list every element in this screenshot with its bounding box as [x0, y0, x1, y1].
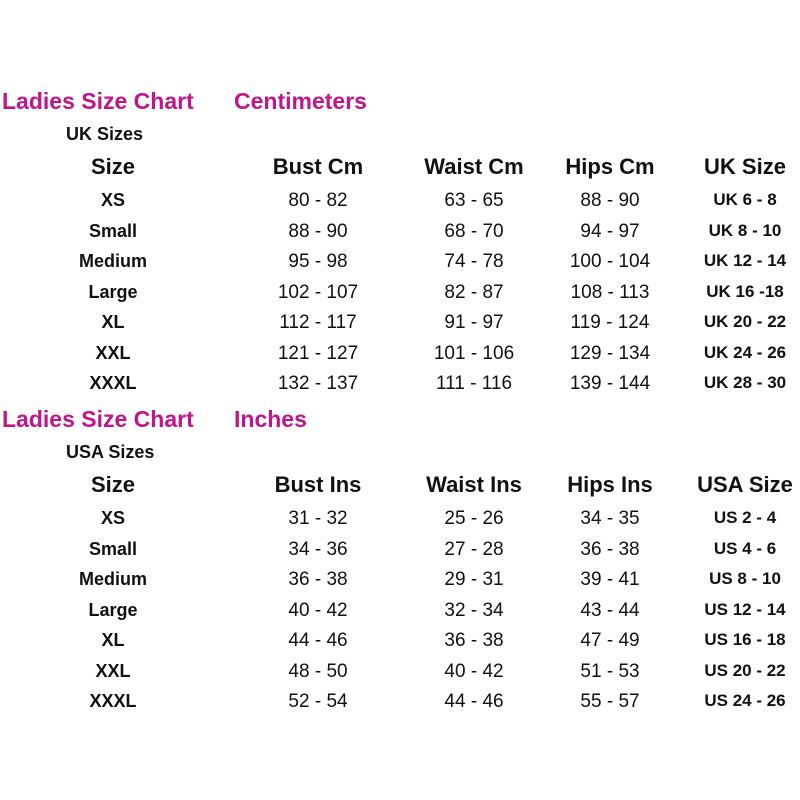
cell-standard-size-column: UK 12 - 14: [703, 251, 787, 270]
region-label: USA Sizes: [66, 442, 155, 462]
cell-hips-column: 108 - 113: [570, 281, 650, 303]
chart-title: Ladies Size Chart: [2, 406, 194, 432]
header-bust-column: Bust Cm: [272, 154, 364, 179]
cell-standard-size-column: US 2 - 4: [713, 508, 777, 527]
cell-waist-column: 40 - 42: [444, 660, 504, 682]
table-header-row: [0, 472, 800, 508]
cell-waist-column: 36 - 38: [444, 630, 504, 651]
cell-standard-size-column: US 24 - 26: [704, 691, 786, 710]
cell-size-column: Large: [88, 281, 138, 302]
cell-hips-column: 129 - 134: [569, 342, 651, 364]
header-hips-column: Hips Cm: [565, 154, 655, 179]
cell-bust-column: 44 - 46: [288, 630, 348, 651]
cell-hips-column: 51 - 53: [580, 660, 640, 682]
section-title-row: [0, 406, 800, 440]
cell-bust-column: 95 - 98: [288, 251, 348, 272]
cell-hips-column: 55 - 57: [580, 691, 640, 712]
cell-waist-column: 32 - 34: [444, 599, 504, 621]
table-row: [0, 282, 800, 313]
table-row: [0, 691, 800, 722]
cell-waist-column: 111 - 116: [435, 373, 513, 394]
cell-waist-column: 74 - 78: [444, 251, 504, 272]
header-bust-column: Bust Ins: [274, 472, 362, 497]
table-row: [0, 539, 800, 570]
size-chart-centimeters: [0, 88, 800, 394]
cell-size-column: XXXL: [89, 373, 137, 393]
cell-standard-size-column: UK 20 - 22: [703, 312, 787, 331]
cell-hips-column: 43 - 44: [580, 599, 640, 621]
unit-title: Centimeters: [234, 88, 367, 114]
table-row: [0, 190, 800, 221]
cell-size-column: XS: [100, 190, 126, 210]
cell-bust-column: 121 - 127: [277, 342, 359, 364]
cell-bust-column: 102 - 107: [277, 281, 359, 303]
cell-standard-size-column: US 20 - 22: [704, 660, 786, 680]
table-row: [0, 630, 800, 661]
header-standard-size-column: UK Size: [704, 154, 786, 179]
cell-size-column: Small: [88, 538, 138, 559]
region-label: UK Sizes: [66, 124, 144, 144]
cell-waist-column: 82 - 87: [444, 281, 504, 303]
cell-bust-column: 34 - 36: [288, 538, 348, 560]
cell-standard-size-column: US 8 - 10: [709, 569, 781, 588]
cell-waist-column: 68 - 70: [444, 220, 504, 242]
header-waist-column: Waist Cm: [424, 154, 524, 179]
cell-standard-size-column: UK 8 - 10: [708, 220, 782, 240]
cell-size-column: Medium: [78, 251, 148, 271]
cell-bust-column: 88 - 90: [288, 220, 348, 242]
cell-size-column: XXL: [95, 660, 131, 681]
cell-hips-column: 47 - 49: [580, 630, 640, 651]
table-row: [0, 343, 800, 374]
size-table: [0, 472, 800, 722]
section-title-row: [0, 88, 800, 122]
cell-waist-column: 91 - 97: [444, 312, 504, 333]
cell-hips-column: 139 - 144: [569, 373, 651, 394]
cell-hips-column: 100 - 104: [569, 251, 651, 272]
cell-bust-column: 80 - 82: [288, 190, 348, 211]
table-row: [0, 251, 800, 282]
cell-standard-size-column: UK 28 - 30: [703, 373, 787, 392]
cell-waist-column: 29 - 31: [444, 569, 504, 590]
table-row: [0, 569, 800, 600]
table-row: [0, 661, 800, 692]
cell-standard-size-column: US 4 - 6: [713, 538, 777, 558]
cell-standard-size-column: UK 16 -18: [706, 281, 784, 301]
cell-bust-column: 36 - 38: [288, 569, 348, 590]
header-standard-size-column: USA Size: [697, 472, 793, 497]
cell-size-column: XXL: [95, 342, 131, 363]
table-row: [0, 312, 800, 343]
table-header-row: [0, 154, 800, 190]
table-row: [0, 221, 800, 252]
cell-bust-column: 40 - 42: [288, 599, 348, 621]
cell-hips-column: 36 - 38: [580, 538, 640, 560]
table-row: [0, 600, 800, 631]
cell-hips-column: 119 - 124: [570, 312, 650, 333]
header-hips-column: Hips Ins: [567, 472, 653, 497]
cell-waist-column: 101 - 106: [433, 342, 515, 364]
size-table: [0, 154, 800, 404]
header-size-column: Size: [90, 472, 136, 497]
cell-bust-column: 52 - 54: [288, 691, 348, 712]
cell-waist-column: 44 - 46: [444, 691, 504, 712]
size-chart-inches: [0, 406, 800, 712]
cell-waist-column: 25 - 26: [444, 508, 504, 529]
cell-bust-column: 132 - 137: [277, 373, 359, 394]
header-size-column: Size: [90, 154, 136, 179]
cell-size-column: Medium: [78, 569, 148, 589]
cell-waist-column: 27 - 28: [444, 538, 504, 560]
cell-size-column: XXXL: [89, 691, 137, 711]
cell-standard-size-column: US 12 - 14: [704, 599, 786, 619]
unit-title: Inches: [234, 406, 307, 432]
cell-standard-size-column: UK 6 - 8: [713, 190, 777, 209]
cell-standard-size-column: UK 24 - 26: [703, 342, 787, 362]
cell-size-column: XL: [101, 312, 125, 332]
cell-size-column: Small: [88, 220, 138, 241]
table-row: [0, 508, 800, 539]
cell-hips-column: 34 - 35: [580, 508, 640, 529]
cell-bust-column: 31 - 32: [288, 508, 348, 529]
header-waist-column: Waist Ins: [426, 472, 522, 497]
cell-bust-column: 112 - 117: [279, 312, 357, 333]
cell-size-column: XS: [100, 508, 126, 528]
cell-size-column: Large: [88, 599, 138, 620]
cell-waist-column: 63 - 65: [444, 190, 504, 211]
cell-hips-column: 88 - 90: [580, 190, 640, 211]
cell-size-column: XL: [101, 630, 125, 650]
cell-hips-column: 39 - 41: [580, 569, 640, 590]
cell-hips-column: 94 - 97: [580, 220, 640, 242]
table-row: [0, 373, 800, 404]
chart-title: Ladies Size Chart: [2, 88, 194, 114]
cell-standard-size-column: US 16 - 18: [704, 630, 786, 649]
cell-bust-column: 48 - 50: [288, 660, 348, 682]
